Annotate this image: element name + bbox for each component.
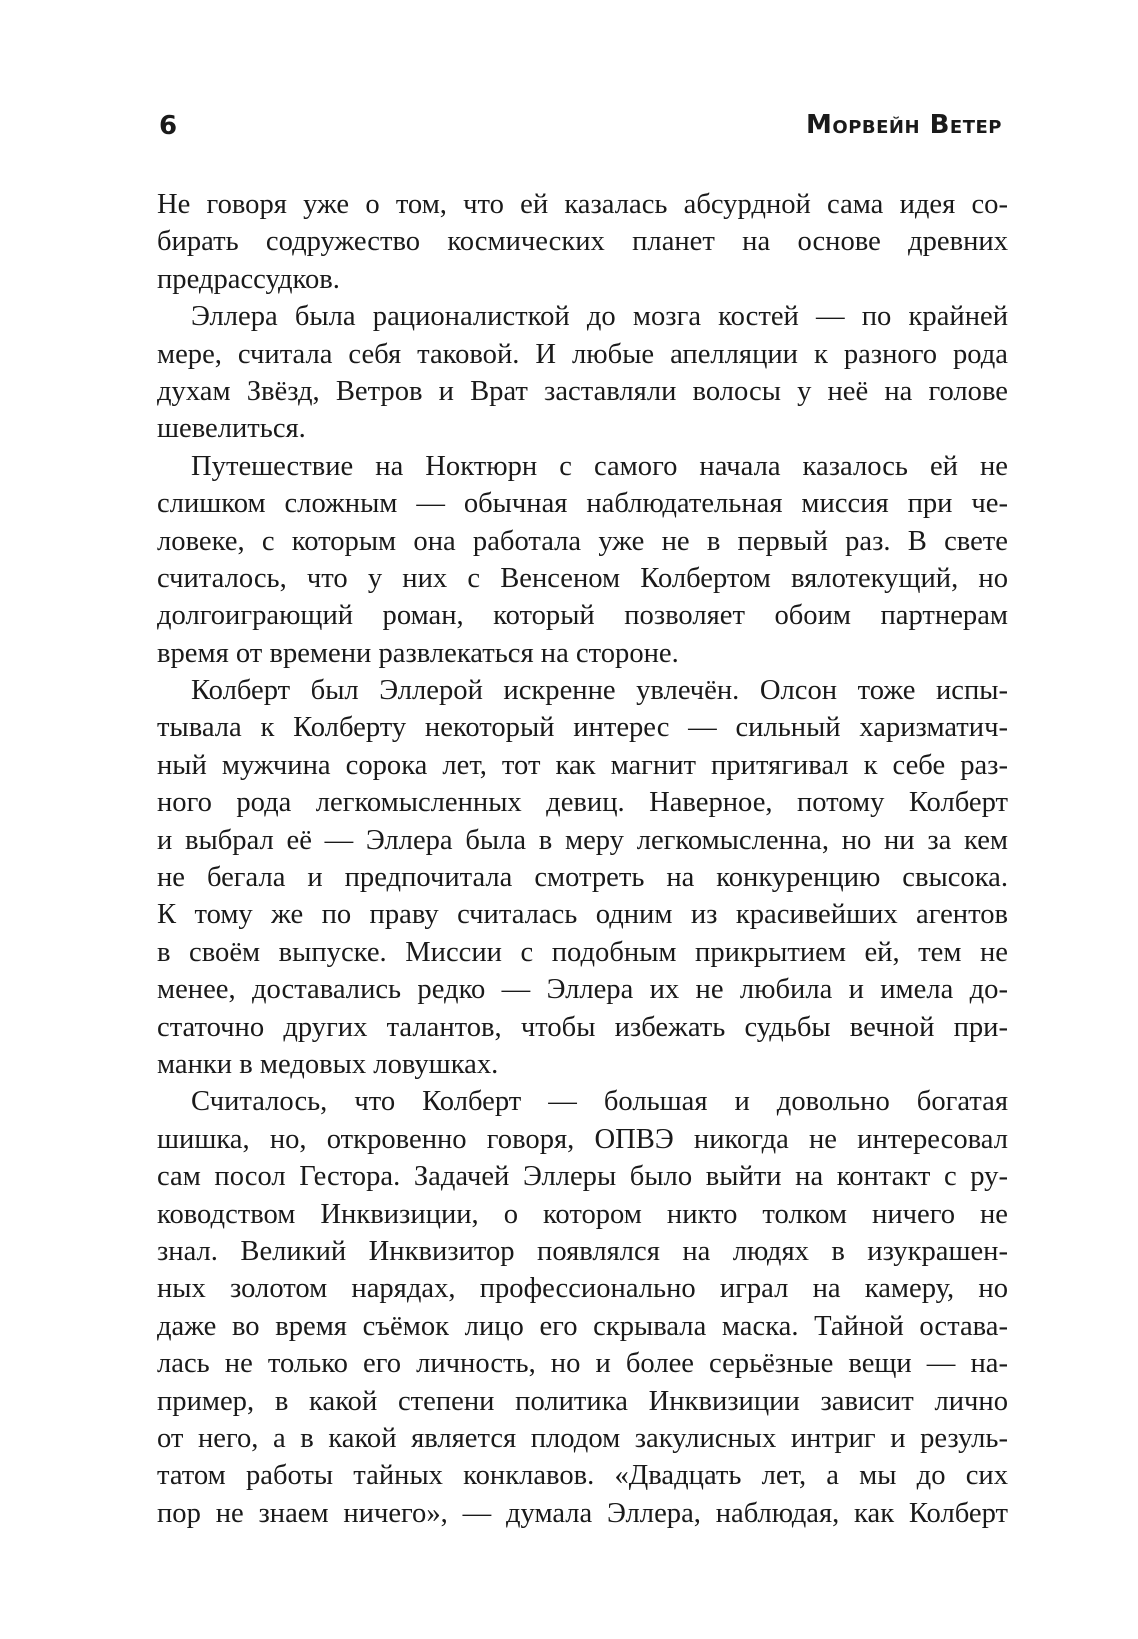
text-line: Не говоря уже о том, что ей казалась абсурдной сама идея со- [157,189,1008,220]
text-line: долгоиграющий роман, который позволяет обоим партнерам [157,600,1008,632]
text-line: пример, в какой степени политика Инквизиции зависит лично [157,1385,1008,1417]
text-line: даже во время съёмок лицо его скрывала маска. Тайной остава- [157,1310,1008,1342]
text-line: духам Звёзд, Ветров и Врат заставляли волосы у неё на голове [157,375,1008,407]
paragraph [157,448,1008,672]
text-line: Эллера была рационалисткой до мозга костей — по крайней [191,301,1008,333]
text-line: предрассудков. [157,263,340,295]
text-line: бирать содружество космических планет на основе древних [157,226,1008,258]
text-line: сам посол Гестора. Задачей Эллеры было выйти на контакт с ру- [157,1161,1008,1193]
text-line: Путешествие на Ноктюрн с самого начала казалось ей не [191,450,1008,482]
text-line: ных золотом нарядах, профессионально играл на камеру, но [157,1273,1008,1305]
paragraph [157,186,1008,298]
page-number: 6 [159,111,178,141]
text-line: менее, доставались редко — Эллера их не любила и имела до- [157,974,1008,1006]
text-line: не бегала и предпочитала смотреть на конкуренцию свысока. [157,862,1008,894]
text-line: пор не знаем ничего», — думала Эллера, наблюдая, как Колберт [157,1497,1008,1529]
text-line: тывала к Колберту некоторый интерес — сильный харизматич- [157,712,1008,744]
text-line: шевелиться. [157,413,306,445]
text-line: ного рода легкомысленных девиц. Наверное, потому Колберт [157,787,1008,819]
text-line: мере, считала себя таковой. И любые апелляции к разного рода [157,338,1008,370]
text-line: слишком сложным — обычная наблюдательная миссия при че- [157,488,1008,520]
text-line: лась не только его личность, но и более серьёзные вещи — на- [157,1348,1008,1380]
text-line: в своём выпуске. Миссии с подобным прикрытием ей, тем не [157,936,1008,968]
paragraph [157,298,1008,448]
text-line: Считалось, что Колберт — большая и довольно богатая [191,1086,1008,1118]
text-line: татом работы тайных конклавов. «Двадцать лет, а мы до сих [157,1460,1008,1492]
text-line: ководством Инквизиции, о котором никто толком ничего не [157,1198,1008,1230]
text-line: статочно других талантов, чтобы избежать судьбы вечной при- [157,1011,1008,1043]
text-line: от него, а в какой является плодом закулисных интриг и резуль- [157,1422,1008,1454]
text-line: К тому же по праву считалась одним из красивейших агентов [157,899,1008,931]
running-head-author: Морвейн Ветер [806,110,1002,140]
text-line: считалось, что у них с Венсеном Колбертом вялотекущий, но [157,562,1008,594]
text-line: время от времени развлекаться на стороне. [157,637,679,669]
text-line: знал. Великий Инквизитор появлялся на людях в изукрашен- [157,1235,1008,1267]
body-text [157,186,1008,1532]
text-line: манки в медовых ловушках. [157,1048,499,1080]
text-line: Колберт был Эллерой искренне увлечён. Олсон тоже испы- [191,675,1008,707]
text-line: шишка, но, откровенно говоря, ОПВЭ никогда не интересовал [157,1123,1008,1155]
paragraph [157,1083,1008,1532]
text-line: ловеке, с которым она работала уже не в первый раз. В свете [157,525,1008,557]
text-line: и выбрал её — Эллера была в меру легкомысленна, но ни за кем [157,824,1008,856]
paragraph [157,672,1008,1083]
text-line: ный мужчина сорока лет, тот как магнит притягивал к себе раз- [157,749,1008,781]
